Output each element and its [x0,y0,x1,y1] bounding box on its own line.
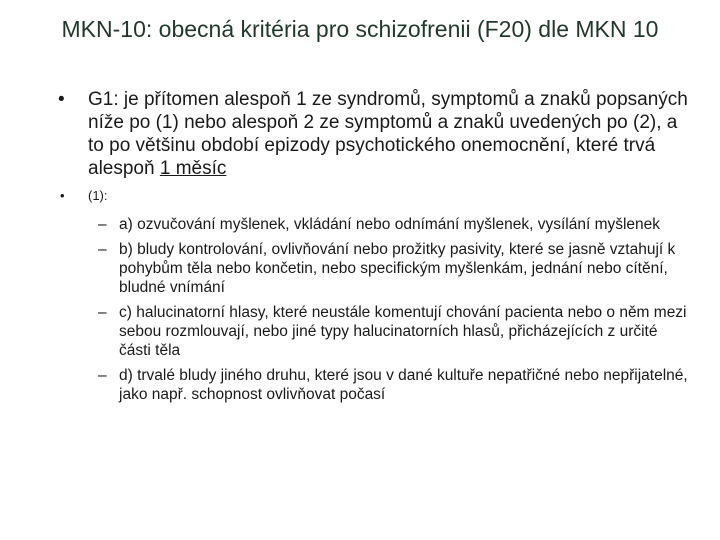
item-text: a) ozvučování myšlenek, vkládání nebo odnímání myšlenek, vysílání myšlenek [119,216,661,233]
item-text: b) bludy kontrolování, ovlivňování nebo prožitky pasivity, které se jasně vztahují k pohybům těla nebo končetin, nebo specifickým myšlenkám, jednání nebo cítění, bludné vnímání [119,241,676,296]
list-item [98,366,693,404]
g1-text: G1: je přítomen alespoň 1 ze syndromů, symptomů a znaků popsaných níže po (1) nebo alespoň 2 ze symptomů a znaků uvedených po (2), a to po většinu období epizody psychotického onemocnění, které trvá alespoň [88,89,688,179]
slide-title: MKN-10: obecná kritéria pro schizofrenii (F20) dle MKN 10 [61,16,659,42]
dash-icon: – [98,304,107,321]
list-item [98,240,693,297]
section-1-label: (1): [88,188,108,203]
bullet-icon: • [58,89,65,110]
g1-duration: 1 měsíc [159,158,227,179]
bullet-g1 [58,88,698,180]
item-text: c) halucinatorní hlasy, které neustále komentují chování pacienta nebo o něm mezi sebou rozmlouvají, nebo jiné typy halucinatorních hlasů, přicházejících z určité části těla [119,304,687,359]
bullet-section-1 [58,186,698,206]
list-item [98,303,693,360]
item-text: d) trvalé bludy jiného druhu, které jsou v dané kultuře nepatřičné nebo nepřijatelné, jako např. schopnost ovlivňovat počasí [119,367,688,403]
dash-icon: – [98,367,107,384]
dash-icon: – [98,216,107,233]
list-item [98,215,693,234]
dash-icon: – [98,241,107,258]
bullet-icon: • [60,188,65,203]
main-bullet-list [58,88,698,210]
criteria-sublist [98,215,693,410]
